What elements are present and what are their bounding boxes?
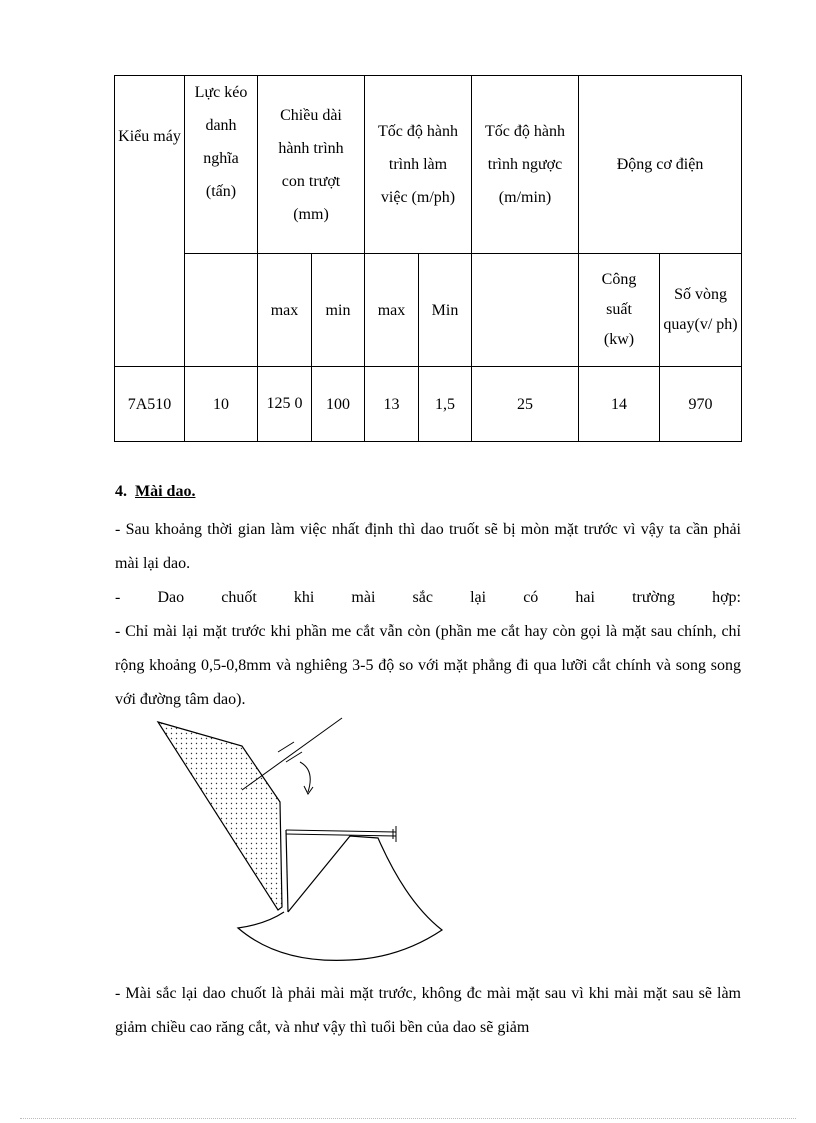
cell-chieu-dai-max: 125 0 <box>258 367 312 442</box>
subheader-toc-do-nguoc-empty <box>472 254 579 367</box>
cell-chieu-dai-min: 100 <box>312 367 365 442</box>
section-heading <box>115 483 195 501</box>
paragraph-3: - Chỉ mài lại mặt trước khi phần me cắt vẫn còn (phần me cắt hay còn gọi là mặt sau chính, chỉ rộng khoảng 0,5-0,8mm và nghiêng 3-5 độ so với mặt phẳng đi qua lưỡi cắt chính và song song với đường tâm dao). <box>115 623 741 708</box>
section-title: Mài dao. <box>135 483 196 500</box>
page-bottom-rule <box>20 1118 796 1119</box>
subheader-chieu-dai-max: max <box>258 254 312 367</box>
cell-so-vong-quay: 970 <box>660 367 742 442</box>
cutting-edge-line <box>286 830 396 832</box>
paragraph-1: - Sau khoảng thời gian làm việc nhất định thì dao truốt sẽ bị mòn mặt trước vì vậy ta cần phải mài lại dao. <box>115 521 741 572</box>
header-luc-keo: Lực kéo danh nghĩa (tấn) <box>185 76 258 254</box>
paragraph-2: - Dao chuốt khi mài sắc lại có hai trường hợp: <box>115 589 741 606</box>
cell-toc-do-nguoc: 25 <box>472 367 579 442</box>
header-dong-co: Động cơ điện <box>579 76 742 254</box>
wheel-axis-line <box>242 718 342 790</box>
subheader-luc-keo-empty <box>185 254 258 367</box>
table-header-row <box>115 76 742 254</box>
axis-tick-1 <box>278 742 294 752</box>
subheader-chieu-dai-min: min <box>312 254 365 367</box>
cell-cong-suat: 14 <box>579 367 660 442</box>
header-kieu-may: Kiểu máy <box>115 76 185 367</box>
grinding-wheel-section <box>158 722 282 910</box>
section-number: 4. <box>115 483 127 500</box>
cell-kieu-may: 7A510 <box>115 367 185 442</box>
broach-grinding-figure <box>150 712 450 962</box>
header-chieu-dai: Chiều dài hành trình con trượt (mm) <box>258 76 365 254</box>
subheader-so-vong-quay: Số vòng quay(v/ ph) <box>660 254 742 367</box>
subheader-cong-suat: Công suất (kw) <box>579 254 660 367</box>
header-toc-do-lam-viec: Tốc độ hành trình làm việc (m/ph) <box>365 76 472 254</box>
subheader-toc-do-min: Min <box>419 254 472 367</box>
table-row <box>115 367 742 442</box>
table-subheader-row <box>115 254 742 367</box>
subheader-toc-do-max: max <box>365 254 419 367</box>
tooth-face-line <box>286 830 288 912</box>
cutting-edge-line-2 <box>286 834 396 836</box>
paragraph-4: - Mài sắc lại dao chuốt là phải mài mặt trước, không đc mài mặt sau vì khi mài mặt sau sẽ làm giảm chiều cao răng cắt, và như vậy thì tuổi bền của dao sẽ giảm <box>115 985 741 1036</box>
cell-toc-do-max: 13 <box>365 367 419 442</box>
cell-toc-do-min: 1,5 <box>419 367 472 442</box>
header-toc-do-nguoc: Tốc độ hành trình ngược (m/min) <box>472 76 579 254</box>
machine-spec-table <box>114 75 742 442</box>
cell-luc-keo: 10 <box>185 367 258 442</box>
